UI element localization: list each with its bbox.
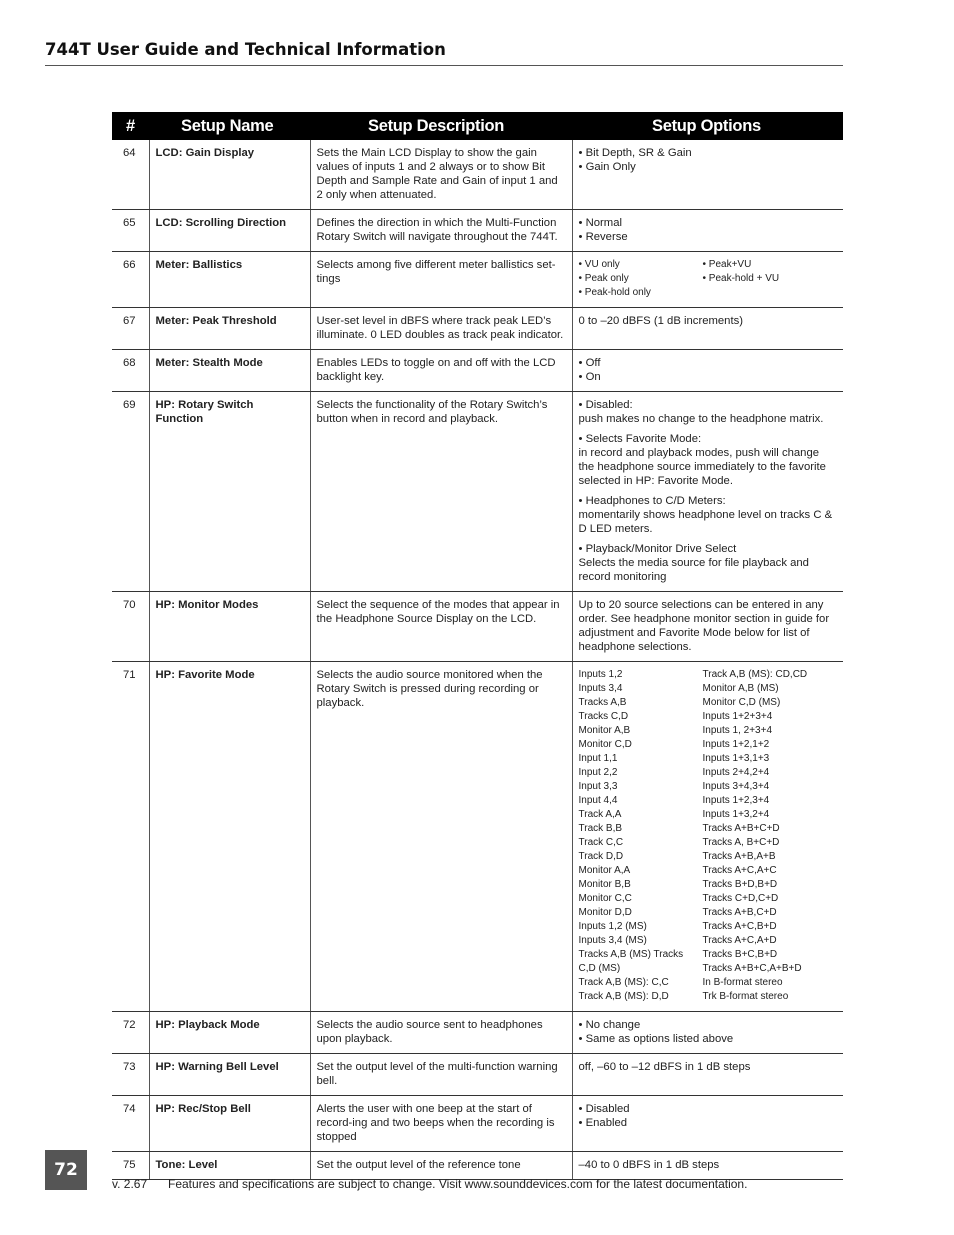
setup-name: LCD: Scrolling Direction bbox=[149, 210, 310, 252]
option-item: • Peak only bbox=[578, 273, 629, 284]
option-item: Tracks C,D bbox=[578, 711, 629, 722]
setup-name: HP: Monitor Modes bbox=[149, 592, 310, 662]
table-row bbox=[112, 662, 843, 1012]
option-item: Inputs 3,4 bbox=[578, 683, 623, 694]
document-title: 744T User Guide and Technical Information bbox=[45, 40, 446, 59]
option-item: Monitor B,B bbox=[578, 879, 631, 890]
setup-description: Select the sequence of the modes that appear in the Headphone Source Display on the LCD. bbox=[310, 592, 572, 662]
option-item: • Normal bbox=[578, 217, 622, 229]
option-item: Track A,B (MS): CD,CD bbox=[702, 669, 808, 680]
option-paragraph: • Headphones to C/D Meters: momentarily shows headphone level on tracks C & D LED meters. bbox=[578, 495, 833, 535]
setup-options bbox=[572, 308, 843, 350]
table-row bbox=[112, 210, 843, 252]
setup-options bbox=[572, 1096, 843, 1152]
table-row bbox=[112, 392, 843, 592]
setup-options bbox=[572, 1054, 843, 1096]
page-number: 72 bbox=[54, 1160, 78, 1180]
setup-options bbox=[572, 592, 843, 662]
setup-description: Set the output level of the multi-function warning bell. bbox=[310, 1054, 572, 1096]
option-item: • Reverse bbox=[578, 231, 628, 243]
setup-number: 68 bbox=[112, 350, 149, 392]
setup-description: Alerts the user with one beep at the start of record-ing and two beeps when the recording is stopped bbox=[310, 1096, 572, 1152]
option-item: Input 2,2 bbox=[578, 767, 618, 778]
option-item: Tracks A, B+C+D bbox=[702, 837, 780, 848]
setup-description: Selects among five different meter ballistics set-tings bbox=[310, 252, 572, 308]
setup-number: 67 bbox=[112, 308, 149, 350]
setup-description: Selects the audio source sent to headphones upon playback. bbox=[310, 1012, 572, 1054]
option-item: Inputs 1+3,2+4 bbox=[702, 809, 770, 820]
option-item: • Peak-hold only bbox=[578, 287, 651, 298]
option-columns bbox=[579, 668, 838, 1004]
option-item: Tracks A+C,A+C bbox=[702, 865, 777, 876]
option-item: Tracks B+C,B+D bbox=[702, 949, 778, 960]
table-row bbox=[112, 308, 843, 350]
option-item: Inputs 1+2+3+4 bbox=[702, 711, 773, 722]
setup-number: 69 bbox=[112, 392, 149, 592]
option-item: Trk B-format stereo bbox=[702, 991, 789, 1002]
setup-description: Defines the direction in which the Multi-Function Rotary Switch will navigate throughout the 744T. bbox=[310, 210, 572, 252]
option-item: Inputs 2+4,2+4 bbox=[702, 767, 770, 778]
option-item: Track B,B bbox=[578, 823, 623, 834]
setup-description: Set the output level of the reference tone bbox=[310, 1152, 572, 1180]
option-item: Input 3,3 bbox=[578, 781, 618, 792]
option-item: • Peak+VU bbox=[702, 259, 752, 270]
option-item: Monitor D,D bbox=[578, 907, 632, 918]
table-row bbox=[112, 350, 843, 392]
option-item: Tracks A,B (MS) Tracks C,D (MS) bbox=[578, 949, 684, 974]
option-item: Tracks A,B bbox=[578, 697, 627, 708]
option-item: Inputs 1+2,1+2 bbox=[702, 739, 770, 750]
table-header bbox=[112, 112, 843, 140]
option-paragraph: • Disabled: push makes no change to the headphone matrix. bbox=[578, 399, 824, 425]
option-item: Up to 20 source selections can be entered in any order. See headphone monitor section in guide for adjustment and Favorite Mode below for list of headphone selections. bbox=[578, 599, 830, 653]
option-item: In B-format stereo bbox=[702, 977, 783, 988]
option-item: Tracks A+B,C+D bbox=[702, 907, 777, 918]
setup-number: 73 bbox=[112, 1054, 149, 1096]
option-item: Monitor C,C bbox=[578, 893, 632, 904]
setup-description: Enables LEDs to toggle on and off with the LCD backlight key. bbox=[310, 350, 572, 392]
setup-name: HP: Rotary Switch Function bbox=[149, 392, 310, 592]
option-item: Inputs 1,2 (MS) bbox=[578, 921, 647, 932]
setup-table bbox=[112, 112, 843, 1180]
setup-number: 70 bbox=[112, 592, 149, 662]
option-item: • Bit Depth, SR & Gain bbox=[578, 147, 692, 159]
option-item: Tracks A+B+C+D bbox=[702, 823, 780, 834]
setup-options bbox=[572, 1012, 843, 1054]
setup-options bbox=[572, 140, 843, 210]
header-number: # bbox=[112, 112, 149, 140]
option-item: –40 to 0 dBFS in 1 dB steps bbox=[578, 1159, 720, 1171]
setup-description: Selects the functionality of the Rotary Switch’s button when in record and playback. bbox=[310, 392, 572, 592]
option-item: • On bbox=[578, 371, 601, 383]
table-row bbox=[112, 1012, 843, 1054]
table-row bbox=[112, 252, 843, 308]
setup-name: HP: Favorite Mode bbox=[149, 662, 310, 1012]
setup-name: HP: Playback Mode bbox=[149, 1012, 310, 1054]
setup-number: 71 bbox=[112, 662, 149, 1012]
option-item: Monitor C,D (MS) bbox=[702, 697, 781, 708]
footer-note: Features and specifications are subject to change. Visit www.sounddevices.com for the latest documentation. bbox=[168, 1177, 748, 1191]
option-item: Monitor C,D bbox=[578, 739, 632, 750]
setup-number: 75 bbox=[112, 1152, 149, 1180]
option-item: Monitor A,B (MS) bbox=[702, 683, 779, 694]
setup-number: 64 bbox=[112, 140, 149, 210]
setup-name: HP: Rec/Stop Bell bbox=[149, 1096, 310, 1152]
setup-description: Sets the Main LCD Display to show the gain values of inputs 1 and 2 always or to show Bit Depth and Sample Rate and Gain of input 1 and 2 only when attenuated. bbox=[310, 140, 572, 210]
setup-number: 72 bbox=[112, 1012, 149, 1054]
option-item: Inputs 1+2,3+4 bbox=[702, 795, 770, 806]
option-item: Monitor A,B bbox=[578, 725, 631, 736]
option-item: • Same as options listed above bbox=[578, 1033, 734, 1045]
option-item: Monitor A,A bbox=[578, 865, 631, 876]
page-number-badge bbox=[45, 1150, 87, 1190]
table-row bbox=[112, 592, 843, 662]
option-paragraph: • Playback/Monitor Drive Select Selects the media source for file playback and record monitoring bbox=[578, 543, 809, 583]
table-row bbox=[112, 1152, 843, 1180]
header-setup-description: Setup Description bbox=[310, 112, 572, 140]
option-column-left bbox=[579, 258, 695, 300]
option-item: • Off bbox=[578, 357, 601, 369]
option-item: • Enabled bbox=[578, 1117, 628, 1129]
title-divider bbox=[45, 65, 843, 66]
option-item: Tracks C+D,C+D bbox=[702, 893, 779, 904]
option-item: Track C,C bbox=[578, 837, 624, 848]
table-body bbox=[112, 140, 843, 1180]
version-label: v. 2.67 bbox=[112, 1177, 148, 1191]
option-item: Tracks B+D,B+D bbox=[702, 879, 778, 890]
option-item: Track A,A bbox=[578, 809, 622, 820]
option-paragraph: • Selects Favorite Mode: in record and playback modes, push will change the headphone source immediately to the favorite selected in HP: Favorite Mode. bbox=[578, 433, 826, 487]
setup-options bbox=[572, 350, 843, 392]
option-columns bbox=[579, 258, 838, 300]
option-column-right bbox=[703, 258, 838, 300]
header-setup-name: Setup Name bbox=[149, 112, 310, 140]
page-footer bbox=[112, 1177, 747, 1191]
setup-name: HP: Warning Bell Level bbox=[149, 1054, 310, 1096]
header-setup-options: Setup Options bbox=[572, 112, 843, 140]
option-item: • Gain Only bbox=[578, 161, 636, 173]
setup-name: LCD: Gain Display bbox=[149, 140, 310, 210]
setup-options bbox=[572, 1152, 843, 1180]
setup-description: User-set level in dBFS where track peak LED’s illuminate. 0 LED doubles as track peak indicator. bbox=[310, 308, 572, 350]
option-column-left bbox=[579, 668, 695, 1004]
option-item: Inputs 1,2 bbox=[578, 669, 623, 680]
setup-number: 66 bbox=[112, 252, 149, 308]
setup-options bbox=[572, 252, 843, 308]
option-item: Inputs 1, 2+3+4 bbox=[702, 725, 773, 736]
setup-name: Meter: Stealth Mode bbox=[149, 350, 310, 392]
option-item: Input 1,1 bbox=[578, 753, 618, 764]
setup-number: 74 bbox=[112, 1096, 149, 1152]
option-item: Inputs 1+3,1+3 bbox=[702, 753, 770, 764]
setup-name: Meter: Ballistics bbox=[149, 252, 310, 308]
table-row bbox=[112, 140, 843, 210]
setup-name: Tone: Level bbox=[149, 1152, 310, 1180]
option-item: • Peak-hold + VU bbox=[702, 273, 780, 284]
setup-description: Selects the audio source monitored when the Rotary Switch is pressed during recording or playback. bbox=[310, 662, 572, 1012]
table-row bbox=[112, 1096, 843, 1152]
option-item: off, –60 to –12 dBFS in 1 dB steps bbox=[578, 1061, 751, 1073]
setup-name: Meter: Peak Threshold bbox=[149, 308, 310, 350]
table-row bbox=[112, 1054, 843, 1096]
option-item: Input 4,4 bbox=[578, 795, 618, 806]
option-item: • VU only bbox=[578, 259, 620, 270]
setup-options bbox=[572, 210, 843, 252]
option-item: Tracks A+C,B+D bbox=[702, 921, 777, 932]
option-item: • Disabled bbox=[578, 1103, 630, 1115]
option-column-right bbox=[703, 668, 838, 1004]
option-item: Track A,B (MS): C,C bbox=[578, 977, 669, 988]
option-item: Track A,B (MS): D,D bbox=[578, 991, 669, 1002]
option-item: Inputs 3,4 (MS) bbox=[578, 935, 647, 946]
setup-options bbox=[572, 662, 843, 1012]
option-item: 0 to –20 dBFS (1 dB increments) bbox=[578, 315, 744, 327]
option-item: Inputs 3+4,3+4 bbox=[702, 781, 770, 792]
option-item: • No change bbox=[578, 1019, 641, 1031]
setup-number: 65 bbox=[112, 210, 149, 252]
option-item: Tracks A+C,A+D bbox=[702, 935, 777, 946]
setup-options bbox=[572, 392, 843, 592]
option-item: Track D,D bbox=[578, 851, 624, 862]
option-item: Tracks A+B+C,A+B+D bbox=[702, 963, 802, 974]
option-item: Tracks A+B,A+B bbox=[702, 851, 776, 862]
